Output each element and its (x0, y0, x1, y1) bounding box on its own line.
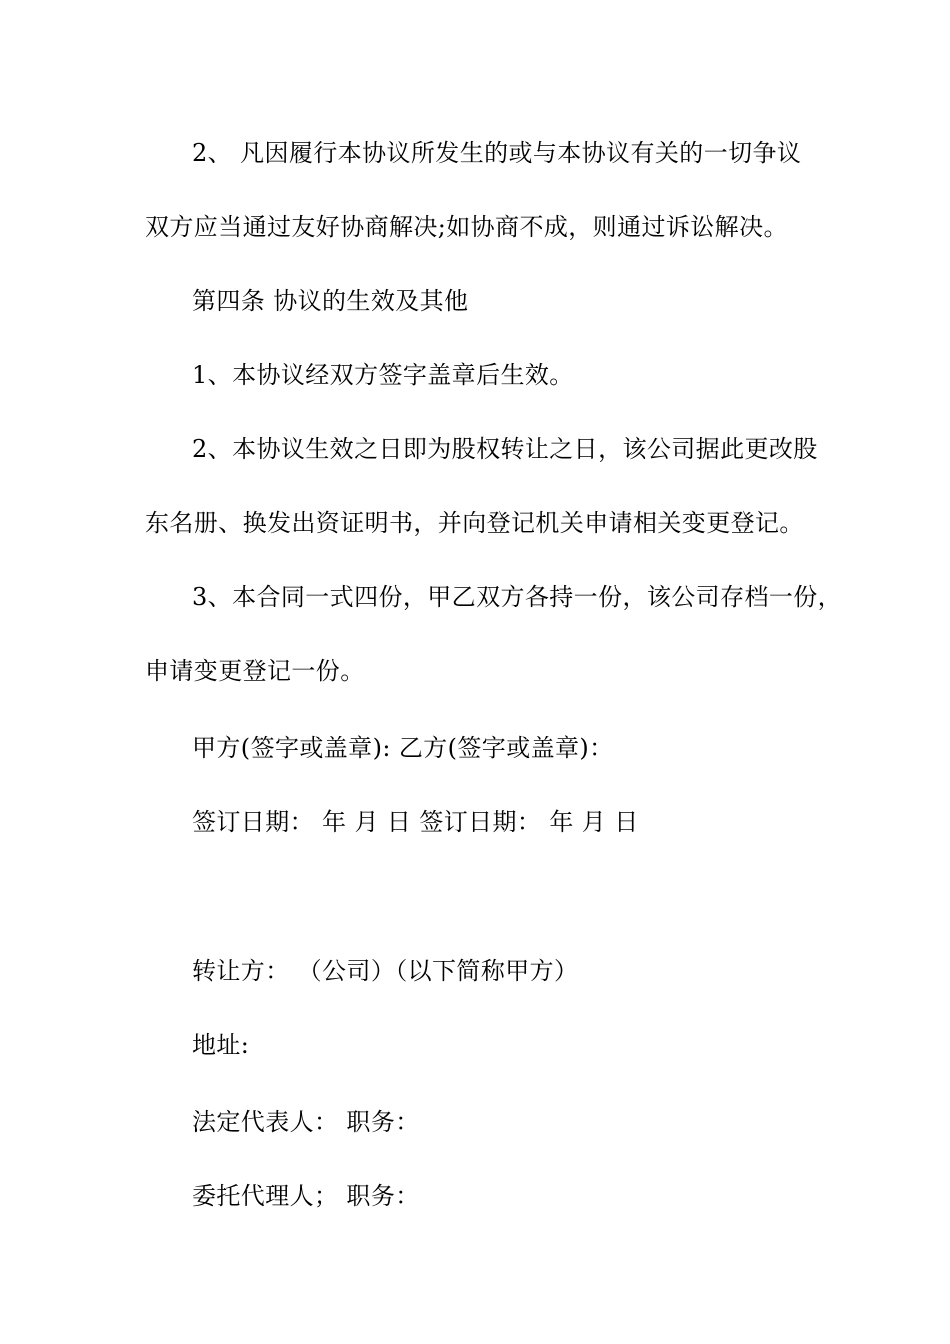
effectiveness-clause-2-line-1: 2、本协议生效之日即为股权转让之日，该公司据此更改股 (192, 435, 818, 463)
transferor-line: 转让方： （公司）（以下简称甲方） (192, 957, 579, 985)
clause-dispute-resolution-line-1: 2、 凡因履行本协议所发生的或与本协议有关的一切争议 (192, 139, 802, 167)
legal-representative-line: 法定代表人： 职务： (192, 1108, 420, 1136)
signature-line: 甲方(签字或盖章): 乙方(签字或盖章)： (192, 734, 614, 762)
authorized-agent-line: 委托代理人； 职务： (192, 1182, 420, 1210)
article-four-heading: 第四条 协议的生效及其他 (192, 287, 469, 315)
effectiveness-clause-3-line-1: 3、本合同一式四份，甲乙双方各持一份，该公司存档一份， (192, 583, 843, 611)
clause-dispute-resolution-line-2: 双方应当通过友好协商解决;如协商不成，则通过诉讼解决。 (145, 213, 788, 241)
signing-date-line: 签订日期： 年 月 日 签订日期： 年 月 日 (192, 808, 639, 836)
address-line: 地址: (192, 1031, 250, 1059)
effectiveness-clause-1: 1、本协议经双方签字盖章后生效。 (192, 361, 574, 389)
effectiveness-clause-2-line-2: 东名册、换发出资证明书，并向登记机关申请相关变更登记。 (145, 509, 804, 537)
effectiveness-clause-3-line-2: 申请变更登记一份。 (145, 657, 365, 685)
